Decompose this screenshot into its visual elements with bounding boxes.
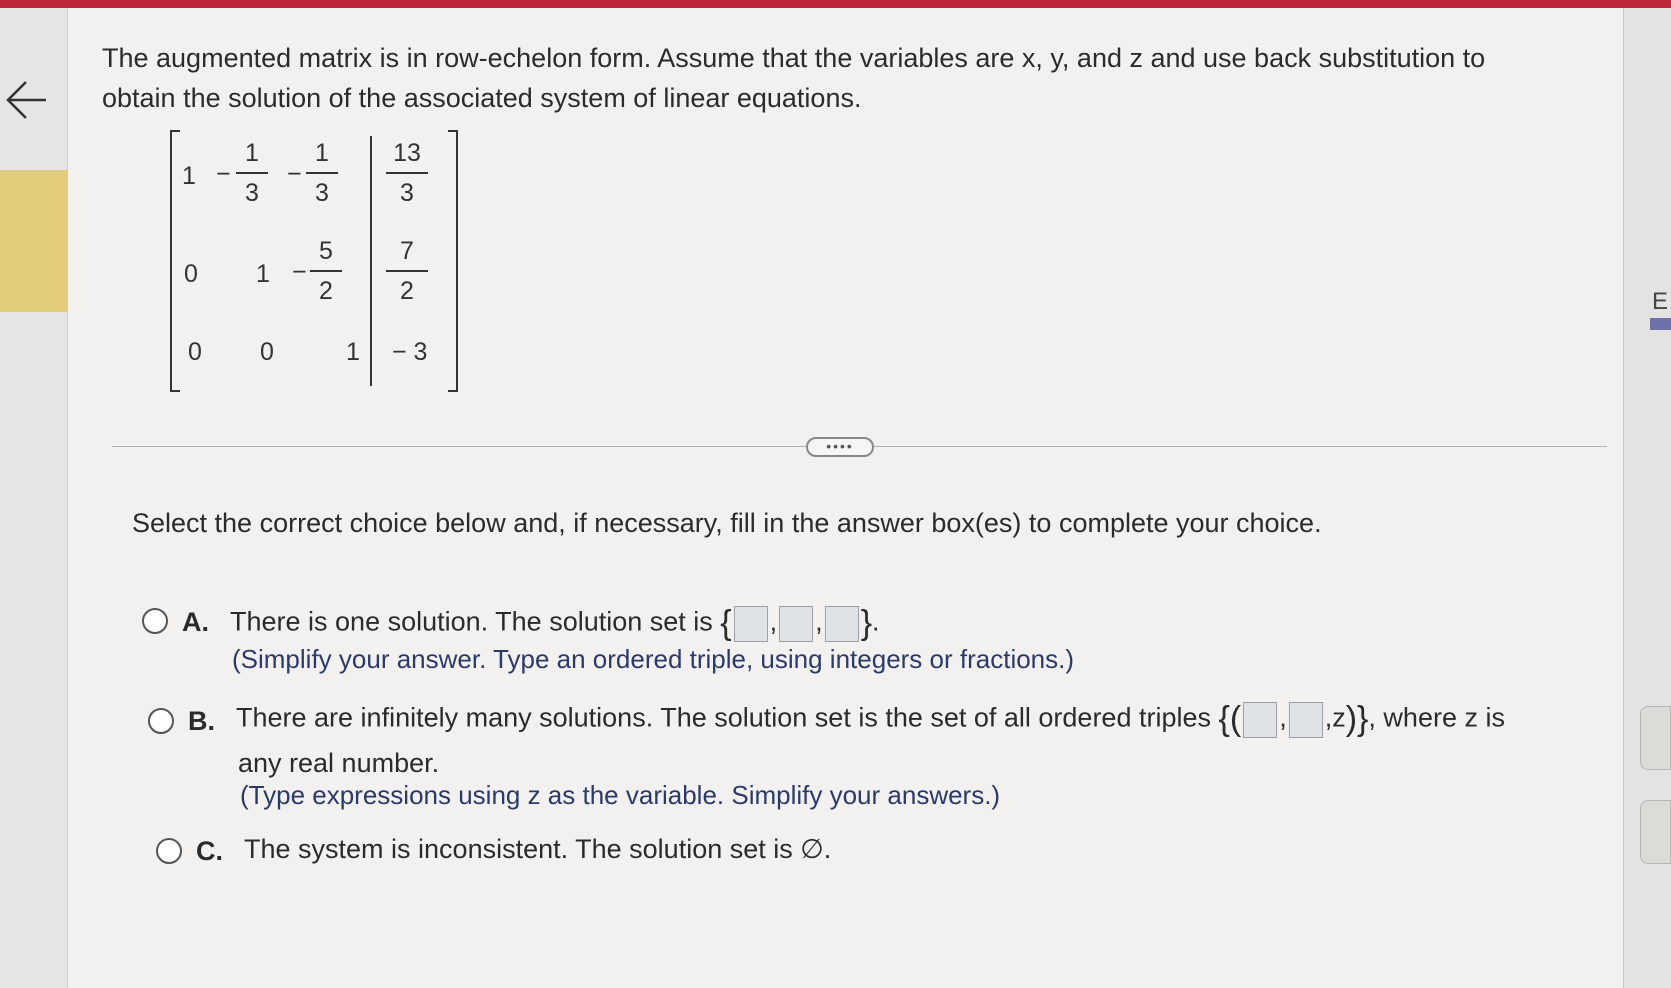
period: . bbox=[872, 606, 880, 637]
choice-c-text: The system is inconsistent. The solution set is ∅. bbox=[244, 834, 832, 864]
question-line: The augmented matrix is in row-echelon form. Assume that the variables are x, y, and z and use back substitution to bbox=[102, 43, 1486, 73]
choice-b-tail: , where z is bbox=[1368, 702, 1505, 733]
separator: , bbox=[1279, 702, 1287, 733]
numerator: 1 bbox=[315, 139, 329, 167]
matrix-entry: 0 bbox=[188, 338, 202, 366]
brace-close: } bbox=[860, 604, 873, 642]
right-panel-bar bbox=[1650, 318, 1671, 330]
choice-b-radio[interactable] bbox=[148, 708, 174, 734]
denominator: 3 bbox=[245, 179, 259, 207]
fraction-bar bbox=[236, 172, 268, 174]
back-arrow-icon[interactable] bbox=[2, 70, 50, 130]
matrix-left-bracket bbox=[170, 130, 180, 392]
separator: , bbox=[769, 606, 778, 637]
minus-sign: − bbox=[216, 160, 231, 188]
choice-a-text bbox=[230, 604, 880, 643]
denominator: 3 bbox=[315, 179, 329, 207]
denominator: 3 bbox=[400, 179, 414, 207]
choice-c-radio[interactable] bbox=[156, 838, 182, 864]
matrix-fraction bbox=[232, 138, 272, 208]
fraction-bar bbox=[306, 172, 338, 174]
right-panel-tab[interactable] bbox=[1640, 706, 1671, 770]
numerator: 5 bbox=[319, 237, 333, 265]
denominator: 2 bbox=[400, 277, 414, 305]
answer-box-x[interactable] bbox=[734, 606, 768, 642]
fraction-bar bbox=[310, 270, 342, 272]
augmented-matrix bbox=[170, 130, 460, 400]
choice-a-label: There is one solution. The solution set is bbox=[230, 606, 713, 637]
brace-open: {( bbox=[1218, 700, 1242, 738]
matrix-entry: 1 bbox=[182, 162, 196, 190]
choice-b-text bbox=[236, 700, 1505, 739]
matrix-fraction bbox=[382, 236, 432, 306]
choice-c-letter: C. bbox=[196, 836, 223, 866]
choice-a-hint: (Simplify your answer. Type an ordered triple, using integers or fractions.) bbox=[232, 644, 1075, 674]
numerator: 13 bbox=[393, 139, 421, 167]
instruction-text: Select the correct choice below and, if necessary, fill in the answer box(es) to complete your choice. bbox=[132, 508, 1322, 538]
matrix-entry: 1 bbox=[256, 260, 270, 288]
choice-b-letter: B. bbox=[188, 706, 215, 736]
expand-button[interactable]: •••• bbox=[806, 437, 874, 457]
answer-box-x-expr[interactable] bbox=[1243, 702, 1277, 738]
matrix-fraction bbox=[382, 138, 432, 208]
numerator: 7 bbox=[400, 237, 414, 265]
question-text bbox=[102, 38, 1592, 118]
choice-a-letter: A. bbox=[182, 607, 209, 637]
denominator: 2 bbox=[319, 277, 333, 305]
fraction-bar bbox=[386, 270, 428, 272]
separator: , bbox=[815, 606, 823, 637]
fraction-bar bbox=[386, 172, 428, 174]
z-variable: ,z bbox=[1324, 702, 1346, 733]
matrix-entry: − 3 bbox=[392, 338, 428, 366]
matrix-entry: 0 bbox=[184, 260, 198, 288]
brace-open: { bbox=[720, 604, 732, 642]
question-line: obtain the solution of the associated system of linear equations. bbox=[102, 83, 862, 113]
answer-box-y[interactable] bbox=[779, 606, 813, 642]
numerator: 1 bbox=[245, 139, 259, 167]
answer-box-z[interactable] bbox=[825, 606, 859, 642]
choice-b-hint: (Type expressions using z as the variable. Simplify your answers.) bbox=[240, 780, 1001, 810]
minus-sign: − bbox=[287, 160, 302, 188]
right-panel-tab[interactable] bbox=[1640, 800, 1671, 864]
matrix-entry: 0 bbox=[260, 338, 274, 366]
augment-divider bbox=[370, 136, 372, 386]
brace-close: )} bbox=[1345, 700, 1369, 738]
answer-box-y-expr[interactable] bbox=[1289, 702, 1323, 738]
matrix-right-bracket bbox=[448, 130, 458, 392]
matrix-fraction bbox=[302, 138, 342, 208]
choice-b-line2: any real number. bbox=[238, 748, 440, 778]
choice-a-radio[interactable] bbox=[142, 608, 168, 634]
choice-b-label: There are infinitely many solutions. The solution set is the set of all ordered triples bbox=[236, 702, 1211, 733]
right-panel-label: E bbox=[1652, 288, 1669, 315]
minus-sign: − bbox=[292, 258, 307, 286]
matrix-entry: 1 bbox=[346, 338, 360, 366]
top-accent-bar bbox=[0, 0, 1671, 8]
matrix-fraction bbox=[306, 236, 346, 306]
left-panel bbox=[0, 8, 68, 988]
